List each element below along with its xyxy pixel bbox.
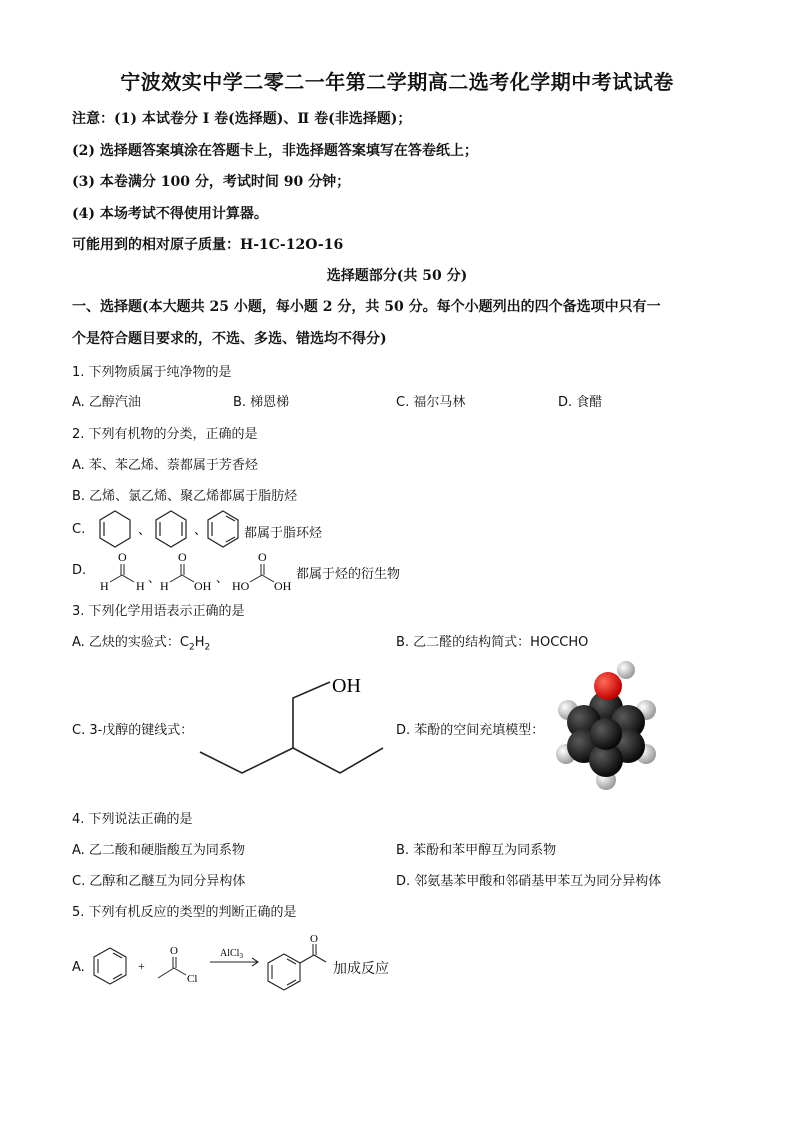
formic-acid-structure	[160, 550, 212, 592]
svg-text:O: O	[118, 550, 127, 564]
formaldehyde-structure	[100, 550, 145, 592]
cyclohexadiene-structure	[156, 511, 186, 547]
q4-option-c: C. 乙醇和乙醚互为同分异构体	[72, 874, 246, 889]
q2-option-c-suffix: 都属于脂环烃	[244, 526, 323, 541]
svg-text:OH: OH	[194, 579, 212, 592]
reaction-arrow	[210, 948, 258, 966]
svg-text:OH: OH	[274, 579, 292, 592]
q4-option-b: B. 苯酚和苯甲醇互为同系物	[396, 843, 557, 858]
q2-option-c-label: C.	[72, 522, 86, 537]
svg-text:HO: HO	[232, 579, 250, 592]
q3-option-b: B. 乙二醛的结构简式：HOCCHO	[396, 635, 589, 650]
benzene-reactant	[94, 948, 126, 984]
phenol-space-filling-model	[552, 658, 662, 794]
q1-option-b: B. 梯恩梯	[233, 395, 290, 410]
q4-option-a: A. 乙二酸和硬脂酸互为同系物	[72, 843, 245, 858]
q1-option-d: D. 食醋	[558, 395, 603, 410]
q3-stem: 3. 下列化学用语表示正确的是	[72, 604, 245, 619]
acetophenone-product	[268, 933, 326, 990]
separator-comma: 、	[148, 571, 161, 585]
acetyl-chloride-reactant	[158, 945, 197, 985]
q2-option-b: B. 乙烯、氯乙烯、聚乙烯都属于脂肪烃	[72, 489, 298, 504]
q4-stem: 4. 下列说法正确的是	[72, 812, 193, 827]
separator-comma: 、	[194, 522, 208, 537]
svg-text:O: O	[170, 945, 178, 957]
page-title: 宁波效实中学二零二一年第二学期高二选考化学期中考试试卷	[120, 70, 674, 94]
pentanol-skeletal-formula	[190, 668, 390, 780]
svg-text:H: H	[160, 579, 169, 592]
q2-option-c-structures	[94, 508, 244, 550]
svg-text:Cl: Cl	[187, 973, 198, 985]
q2-option-a: A. 苯、苯乙烯、萘都属于芳香烃	[72, 458, 258, 473]
svg-text:H: H	[100, 579, 109, 592]
section-title: 选择题部分(共 50 分)	[326, 268, 468, 284]
q3-option-a: A. 乙炔的实验式：$C_2H_2$	[72, 635, 211, 653]
q2-option-d-label: D.	[72, 563, 87, 578]
part-instruction-line-1: 一、选择题(本大题共 25 小题，每小题 2 分，共 50 分。每个小题列出的四个备选项中只有一	[72, 299, 661, 315]
q4-option-d: D. 邻氨基苯甲酸和邻硝基甲苯互为同分异构体	[396, 874, 662, 889]
svg-text:O: O	[310, 933, 318, 945]
q2-option-d-structures	[92, 548, 302, 592]
q5-option-a-label: A.	[72, 960, 85, 975]
carbonic-acid-structure	[232, 550, 292, 592]
note-line-2: (2) 选择题答案填涂在答题卡上，非选择题答案填写在答卷纸上；	[72, 143, 478, 159]
note-line-3: (3) 本卷满分 100 分，考试时间 90 分钟；	[72, 174, 351, 190]
q3-option-c: C. 3-戊醇的键线式：	[72, 723, 194, 738]
q2-stem: 2. 下列有机物的分类，正确的是	[72, 427, 258, 442]
q5-stem: 5. 下列有机反应的类型的判断正确的是	[72, 905, 297, 920]
svg-text:O: O	[258, 550, 267, 564]
benzene-structure	[208, 511, 238, 547]
q3-option-d: D. 苯酚的空间充填模型：	[396, 723, 545, 738]
plus-sign: +	[138, 959, 145, 973]
q1-stem: 1. 下列物质属于纯净物的是	[72, 365, 232, 380]
atomic-mass-note: 可能用到的相对原子质量：H-1C-12O-16	[72, 237, 344, 253]
separator-comma: 、	[216, 571, 229, 585]
q5-reaction-type: 加成反应	[333, 961, 389, 977]
svg-text:O: O	[178, 550, 187, 564]
separator-comma: 、	[138, 522, 152, 537]
oh-group-label: OH	[332, 675, 361, 697]
note-line-4: (4) 本场考试不得使用计算器。	[72, 206, 268, 222]
cyclohexene-structure	[100, 511, 130, 547]
catalyst-label: AlCl$_3$	[220, 948, 243, 960]
note-line-1: 注意：(1) 本试卷分 Ⅰ 卷(选择题)、Ⅱ 卷(非选择题)；	[72, 111, 412, 127]
q1-option-c: C. 福尔马林	[396, 395, 466, 410]
q1-option-a: A. 乙醇汽油	[72, 395, 141, 410]
part-instruction-line-2: 个是符合题目要求的，不选、多选、错选均不得分)	[72, 331, 387, 347]
q2-option-d-suffix: 都属于烃的衍生物	[296, 567, 401, 582]
svg-text:H: H	[136, 579, 145, 592]
